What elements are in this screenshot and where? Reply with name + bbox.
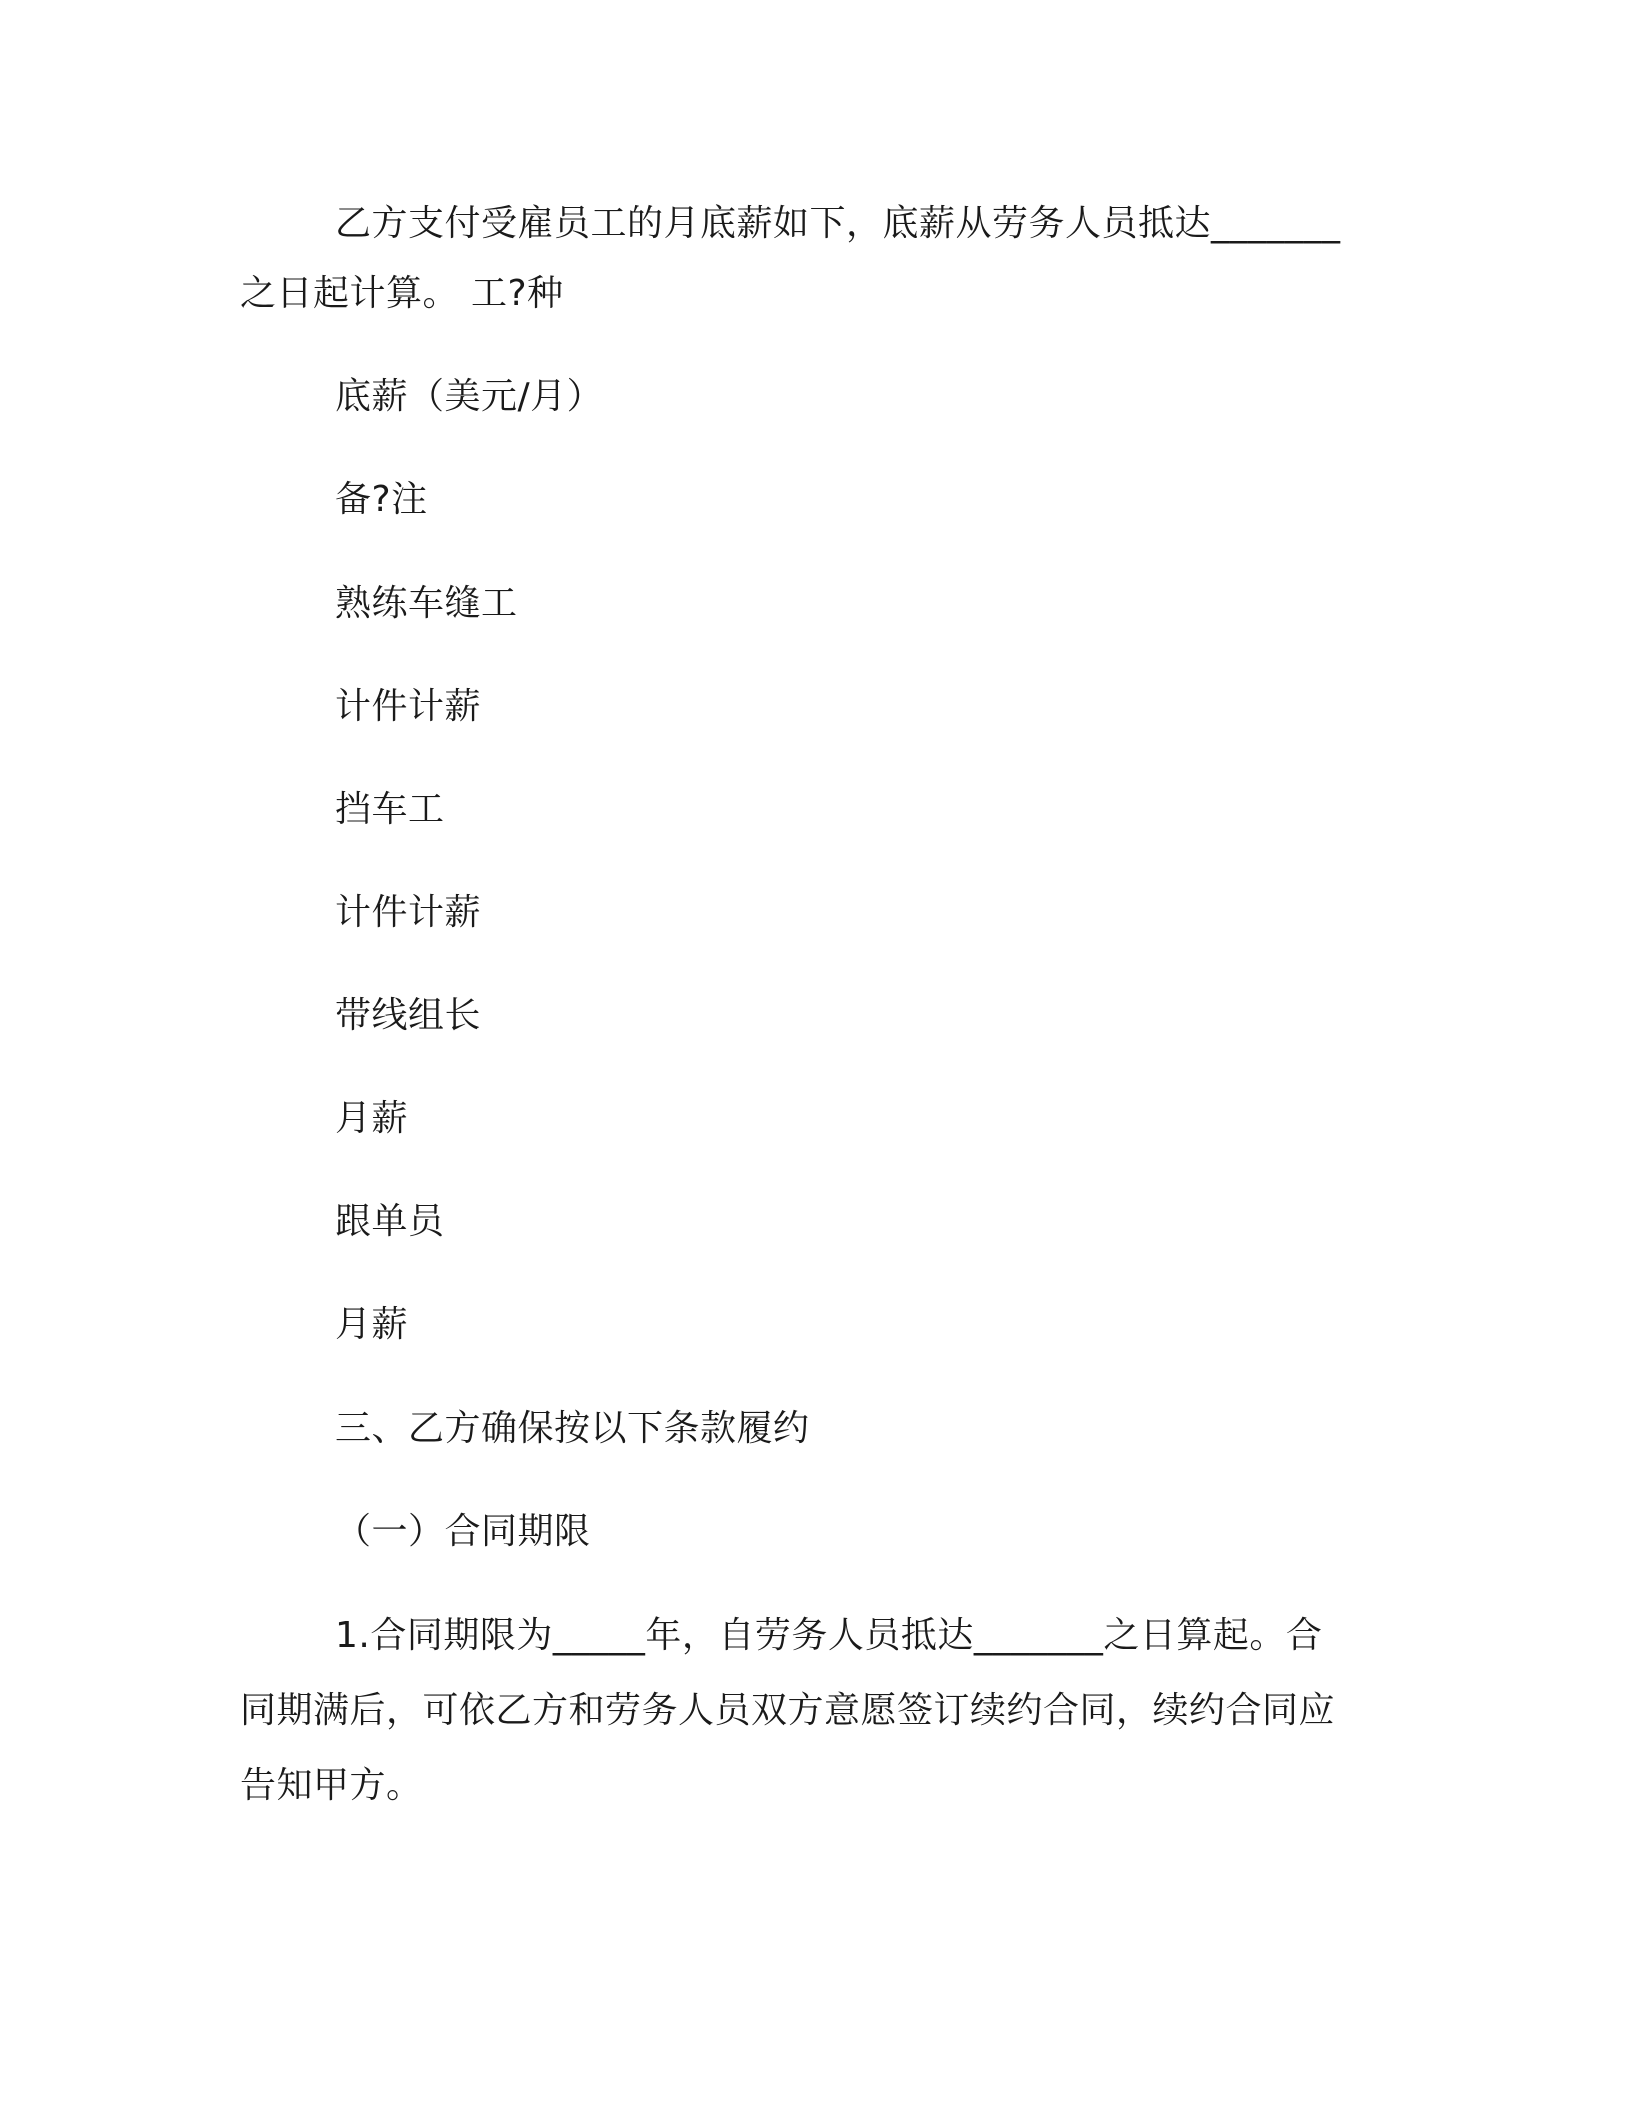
list-item-position: 熟练车缝工 — [335, 583, 518, 624]
intro-paragraph-line-1: 乙方支付受雇员工的月底薪如下，底薪从劳务人员抵达_______ — [335, 203, 1341, 244]
list-item-position: 跟单员 — [335, 1201, 445, 1242]
clause-line-3: 告知甲方。 — [240, 1765, 423, 1806]
clause-line-2: 同期满后，可依乙方和劳务人员双方意愿签订续约合同，续约合同应 — [240, 1690, 1336, 1731]
subsection-heading: （一）合同期限 — [335, 1511, 591, 1552]
list-item-pay: 计件计薪 — [335, 892, 482, 933]
list-item-pay: 月薪 — [335, 1098, 409, 1139]
intro-paragraph-line-2: 之日起计算。 工?种 — [240, 273, 564, 314]
clause-line-1: 1.合同期限为_____年，自劳务人员抵达_______之日算起。合 — [335, 1615, 1323, 1656]
list-item-pay: 月薪 — [335, 1304, 409, 1345]
note-header: 备?注 — [335, 479, 428, 520]
salary-header: 底薪（美元/月） — [335, 376, 604, 417]
section-heading: 三、乙方确保按以下条款履约 — [335, 1408, 810, 1449]
list-item-position: 带线组长 — [335, 995, 482, 1036]
list-item-position: 挡车工 — [335, 789, 445, 830]
list-item-pay: 计件计薪 — [335, 686, 482, 727]
